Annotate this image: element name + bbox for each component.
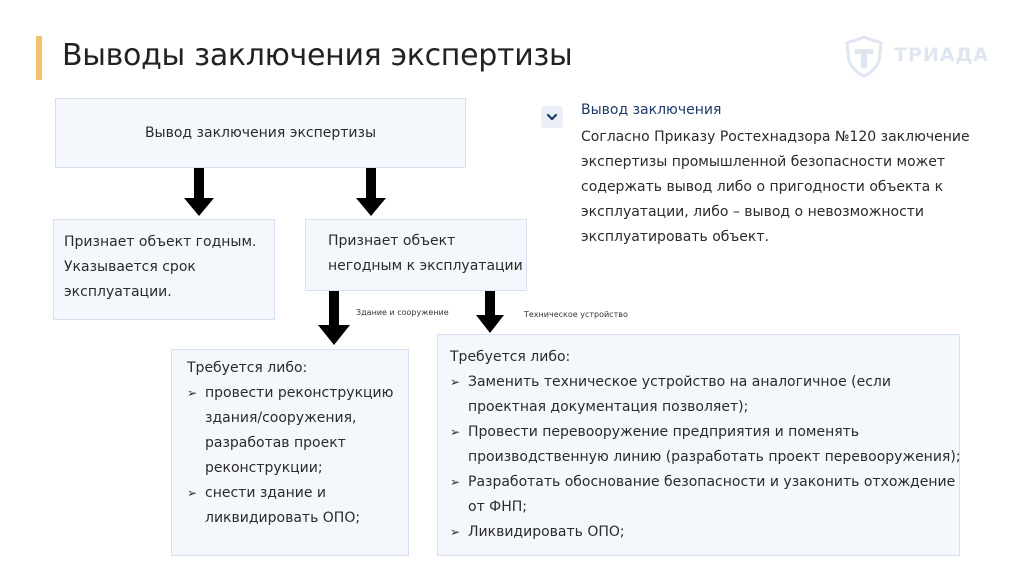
list-item-text: Заменить техническое устройство на аналогичное (если — [468, 374, 891, 390]
device-heading: Требуется либо: — [450, 349, 571, 365]
bullet-arrow-icon: ➢ — [450, 525, 461, 539]
list-item-text: Провести перевооружение предприятия и поменять — [468, 424, 860, 440]
list-item-text: здания/сооружения, — [205, 410, 357, 426]
fit-object-line: эксплуатации. — [64, 284, 172, 300]
bullet-arrow-icon: ➢ — [450, 375, 461, 389]
fit-object-line: Указывается срок — [64, 259, 196, 275]
side-description-line: содержать вывод либо о пригодности объекта к — [581, 179, 944, 195]
list-item-text: Ликвидировать ОПО; — [468, 524, 625, 540]
list-item — [450, 370, 959, 420]
unfit-object-box — [305, 219, 527, 291]
bullet-arrow-icon: ➢ — [450, 475, 461, 489]
building-branch-label: Здание и сооружение — [356, 308, 449, 317]
list-item — [450, 520, 959, 545]
fit-object-box — [53, 219, 275, 320]
chevron-down-icon — [541, 106, 563, 128]
device-requirements-box — [437, 334, 960, 556]
fit-object-line: Признает объект годным. — [64, 234, 257, 250]
title-accent-bar — [36, 36, 42, 80]
page-title: Выводы заключения экспертизы — [62, 38, 573, 73]
conclusion-box-text: Вывод заключения экспертизы — [144, 125, 377, 141]
side-heading: Вывод заключения — [581, 102, 722, 118]
bullet-arrow-icon: ➢ — [187, 486, 198, 500]
logo — [842, 34, 990, 78]
list-item-text: производственную линию (разработать проект перевооружения); — [468, 449, 961, 465]
arrow-down-icon — [476, 291, 504, 335]
side-description-line: эксплуатации, либо – вывод о невозможности — [581, 204, 925, 220]
list-item-text: Разработать обоснование безопасности и узаконить отхождение — [468, 474, 956, 490]
arrow-down-icon — [356, 168, 386, 218]
bullet-arrow-icon: ➢ — [187, 386, 198, 400]
unfit-object-line: Признает объект — [328, 233, 456, 249]
building-heading: Требуется либо: — [187, 360, 308, 376]
side-description-line: экспертизы промышленной безопасности может — [581, 154, 946, 170]
list-item-text: разработав проект — [205, 435, 346, 451]
unfit-object-line: негодным к эксплуатации — [328, 258, 523, 274]
device-branch-label: Техническое устройство — [524, 310, 628, 319]
list-item — [450, 420, 959, 470]
list-item — [187, 481, 408, 531]
logo-text: ТРИАДА — [894, 44, 990, 66]
arrow-down-icon — [318, 291, 350, 347]
building-requirements-box — [171, 349, 409, 556]
list-item-text: от ФНП; — [468, 499, 527, 515]
list-item-text: ликвидировать ОПО; — [205, 510, 361, 526]
side-description-line: эксплуатировать объект. — [581, 229, 769, 245]
conclusion-box — [55, 98, 466, 168]
expand-toggle[interactable] — [541, 106, 563, 128]
list-item — [187, 381, 408, 481]
arrow-down-icon — [184, 168, 214, 218]
list-item-text: реконструкции; — [205, 460, 323, 476]
list-item-text: провести реконструкцию — [205, 385, 394, 401]
bullet-arrow-icon: ➢ — [450, 425, 461, 439]
side-description — [581, 125, 970, 250]
side-description-line: Согласно Приказу Ростехнадзора №120 заключение — [581, 129, 970, 145]
list-item — [450, 470, 959, 520]
list-item-text: проектная документация позволяет); — [468, 399, 749, 415]
shield-t-icon — [842, 34, 886, 78]
list-item-text: снести здание и — [205, 485, 326, 501]
